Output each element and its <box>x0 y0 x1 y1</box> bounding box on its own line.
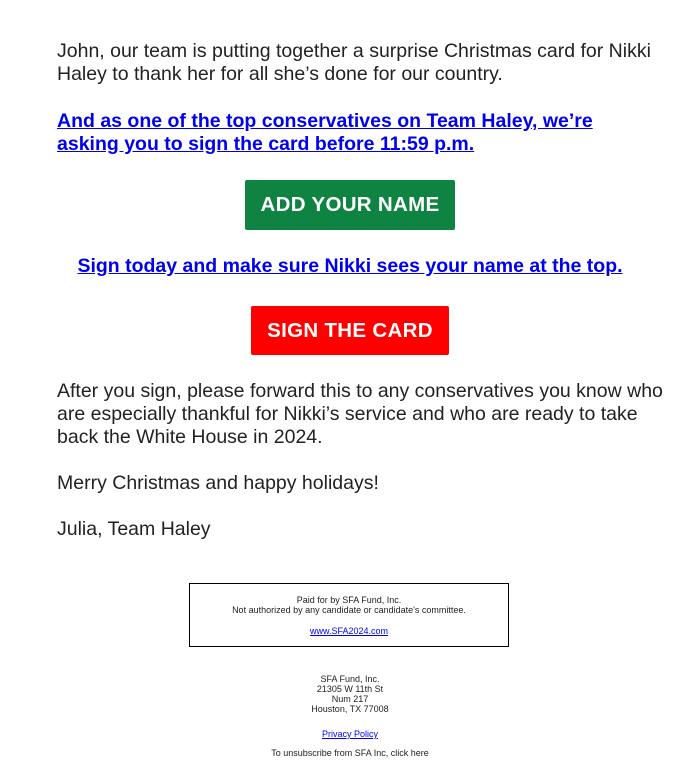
unsubscribe-link[interactable]: To unsubscribe from SFA Inc, click here <box>271 748 429 758</box>
footer <box>0 674 700 758</box>
privacy-policy-link[interactable]: Privacy Policy <box>321 729 378 739</box>
headline-link[interactable]: And as one of the top conservatives on Team Haley, we’re asking you to sign the card before 11:59 p.m. <box>57 110 593 155</box>
sign-today-link[interactable]: Sign today and make sure Nikki sees your name at the top. <box>77 255 623 277</box>
after-sign-text: After you sign, please forward this to any conservatives you know who are especially thankful for Nikki’s service and who are ready to take back the White House in 2024. <box>57 380 663 448</box>
footer-city: Houston, TX 77008 <box>311 704 389 714</box>
sign-the-card-button[interactable]: SIGN THE CARD <box>251 306 449 355</box>
footer-org: SFA Fund, Inc. <box>320 674 380 684</box>
paid-for-text: Paid for by SFA Fund, Inc. <box>296 595 402 605</box>
footer-suite: Num 217 <box>331 694 369 704</box>
disclaimer-box <box>189 583 509 647</box>
footer-street: 21305 W 11th St <box>316 684 384 694</box>
signature: Julia, Team Haley <box>57 518 211 540</box>
not-authorized-text: Not authorized by any candidate or candidate's committee. <box>232 605 466 615</box>
add-your-name-button[interactable]: ADD YOUR NAME <box>245 180 455 230</box>
footer-address <box>0 674 700 714</box>
website-link[interactable]: www.SFA2024.com <box>309 626 389 636</box>
intro-text: John, our team is putting together a surprise Christmas card for Nikki Haley to thank her for all she’s done for our country. <box>57 40 651 85</box>
merry-christmas-text: Merry Christmas and happy holidays! <box>57 472 379 494</box>
